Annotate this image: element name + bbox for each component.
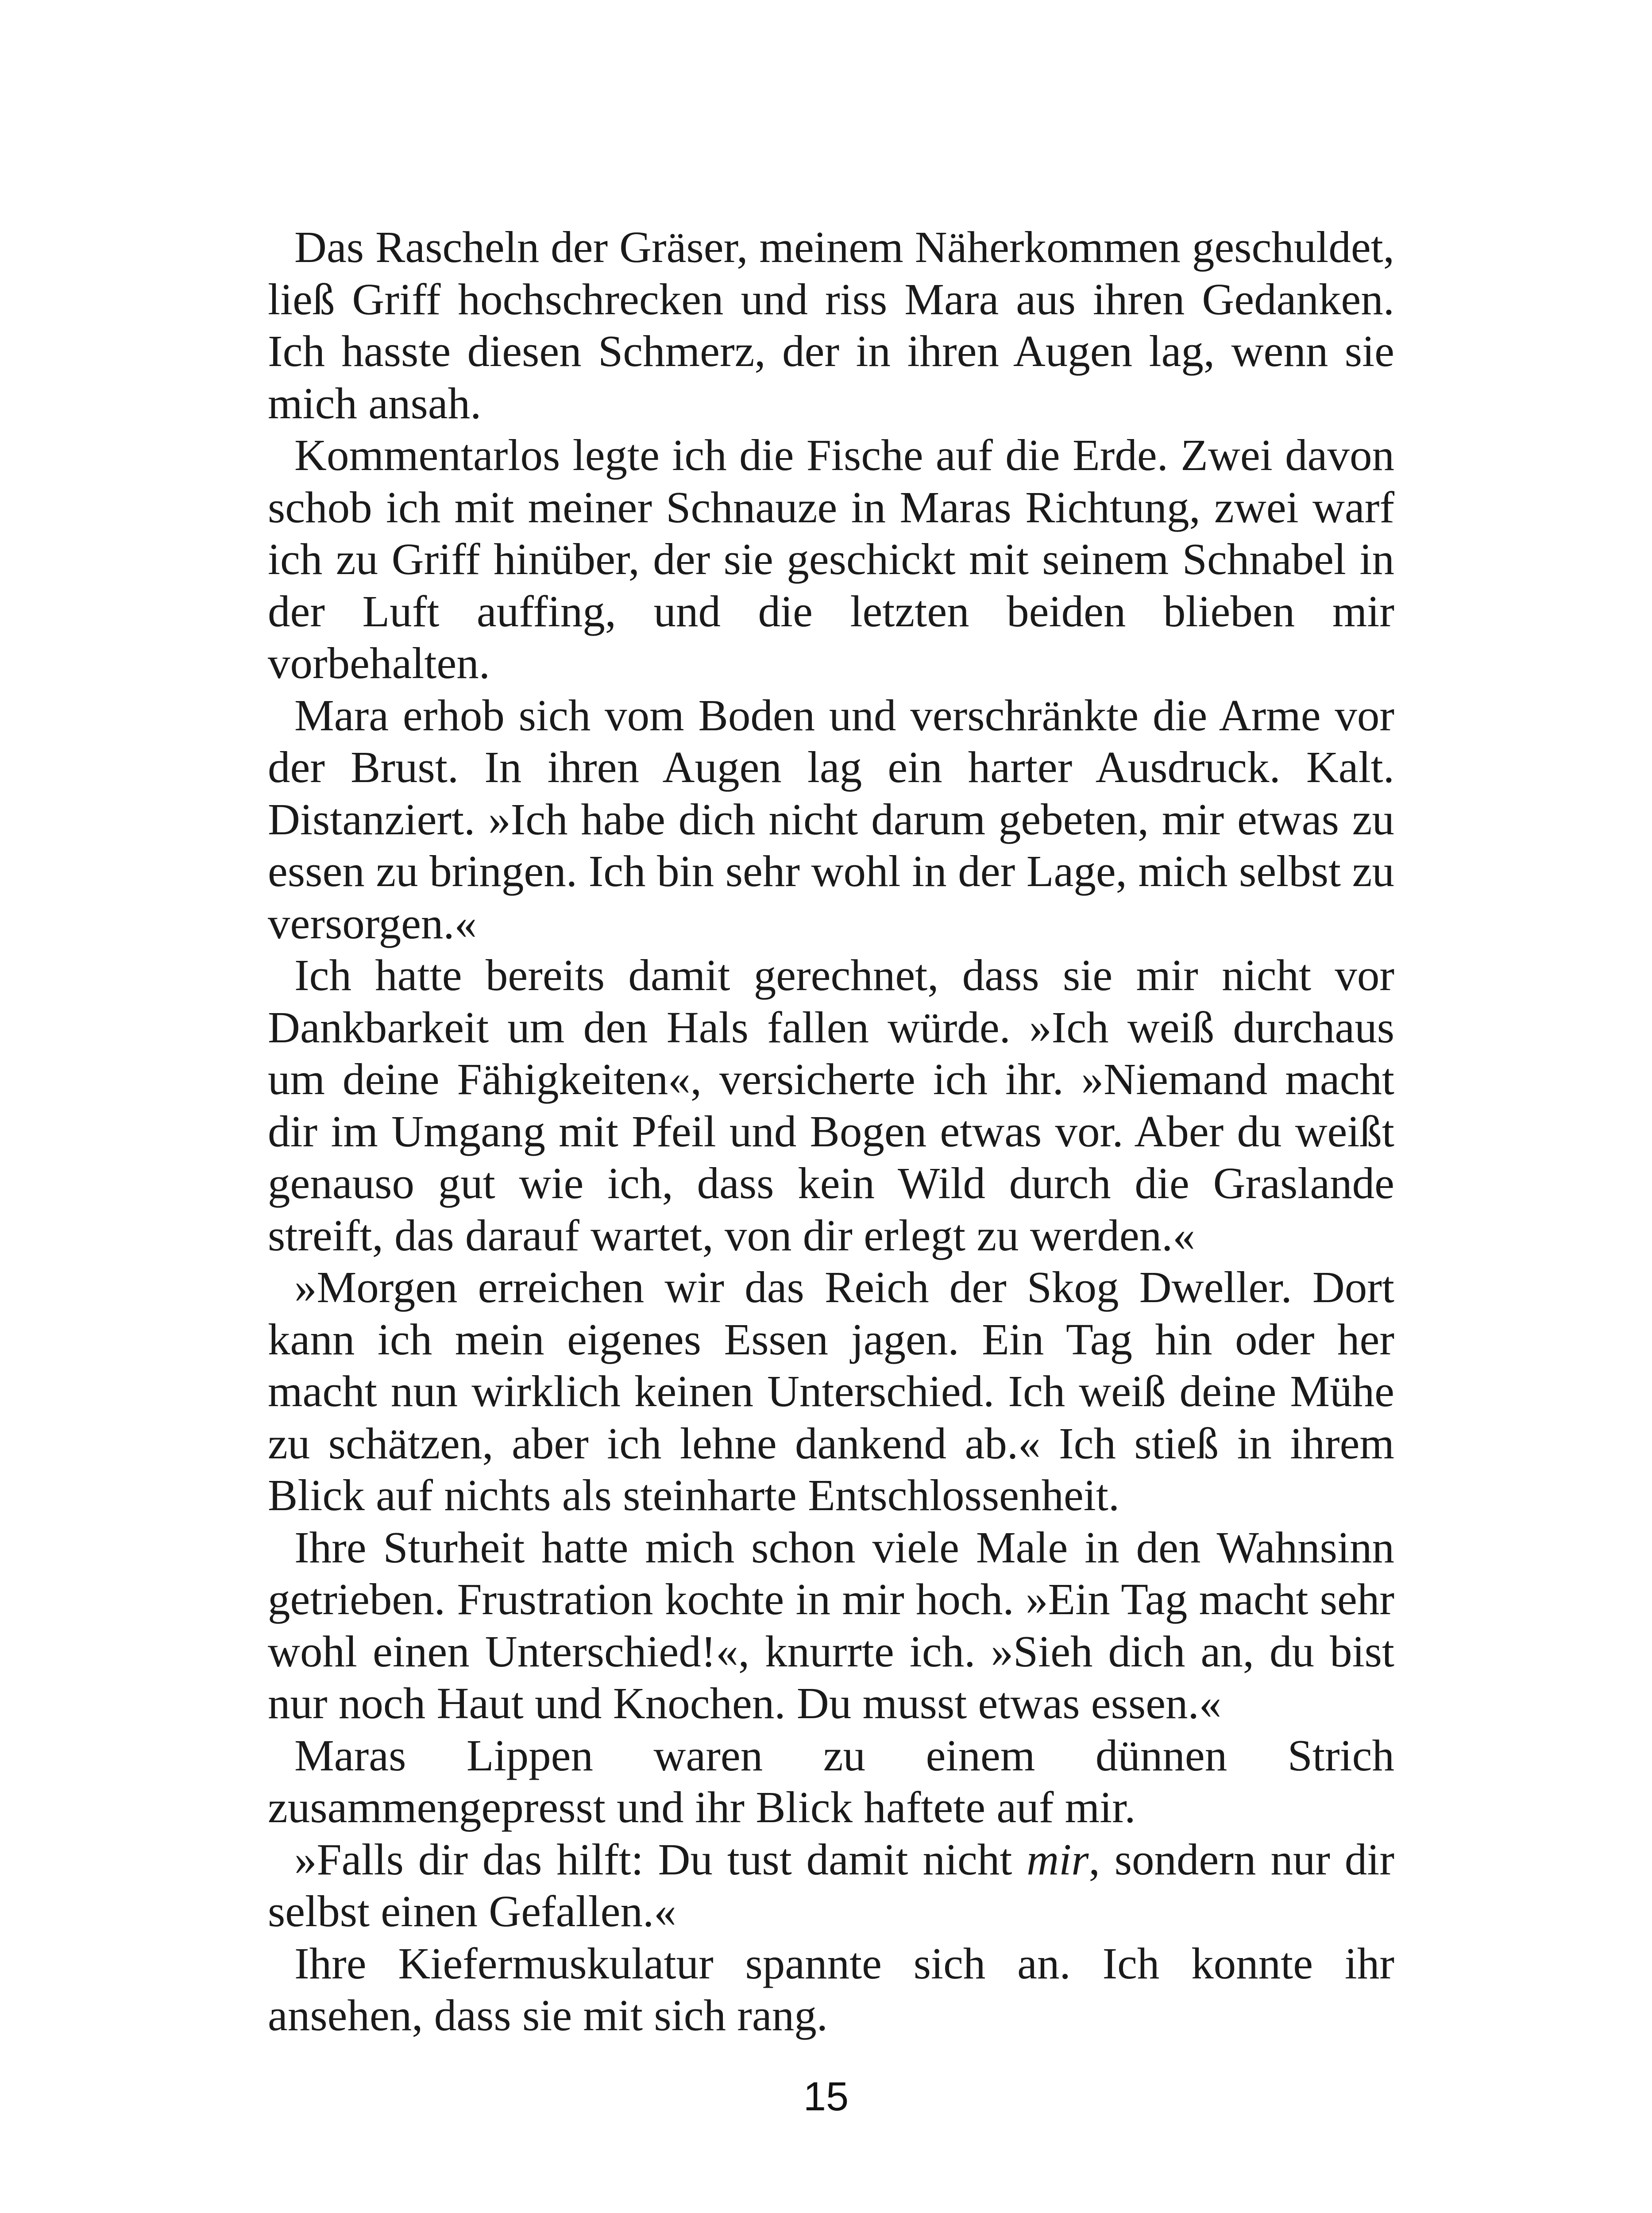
paragraph-9: Ihre Kiefermuskulatur spannte sich an. Ich konnte ihr ansehen, dass sie mit sich rang. [268, 1938, 1394, 2040]
paragraph-2: Kommentarlos legte ich die Fische auf die Erde. Zwei davon schob ich mit meiner Schnauze in Maras Richtung, zwei warf ich zu Griff hinüber, der sie geschickt mit seinem Schnabel in der Luft auffing, und die letzten beiden blieben mir vorbehalten. [268, 430, 1394, 688]
paragraph-8 [268, 1834, 1394, 1938]
paragraph-3: Mara erhob sich vom Boden und verschränkte die Arme vor der Brust. In ihren Augen lag ein harter Ausdruck. Kalt. Distanziert. »Ich habe dich nicht darum gebeten, mir etwas zu essen zu bringen. Ich bin sehr wohl in der Lage, mich selbst zu versorgen.« [268, 690, 1394, 948]
paragraph-6: Ihre Sturheit hatte mich schon viele Male in den Wahnsinn getrieben. Frustration kochte in mir hoch. »Ein Tag macht sehr wohl einen Unterschied!«, knurrte ich. »Sieh dich an, du bist nur noch Haut und Knochen. Du musst etwas essen.« [268, 1522, 1394, 1728]
paragraph-1: Das Rascheln der Gräser, meinem Näherkommen geschuldet, ließ Griff hochschrecken und riss Mara aus ihren Gedanken. Ich hasste diesen Schmerz, der in ihren Augen lag, wenn sie mich ansah. [268, 222, 1394, 428]
paragraph-5: »Morgen erreichen wir das Reich der Skog Dweller. Dort kann ich mein eigenes Essen jagen. Ein Tag hin oder her macht nun wirklich keinen Unterschied. Ich weiß deine Mühe zu schätzen, aber ich lehne dankend ab.« Ich stieß in ihrem Blick auf nichts als steinharte Entschlossenheit. [268, 1262, 1394, 1520]
paragraph-4: Ich hatte bereits damit gerechnet, dass sie mir nicht vor Dankbarkeit um den Hals fallen würde. »Ich weiß durchaus um deine Fähigkeiten«, versicherte ich ihr. »Niemand macht dir im Umgang mit Pfeil und Bogen etwas vor. Aber du weißt genauso gut wie ich, dass kein Wild durch die Graslande streift, das darauf wartet, von dir erlegt zu werden.« [268, 950, 1394, 1260]
paragraph-8-emphasis: mir [1027, 1834, 1089, 1884]
paragraph-8-after: , sondern nur dir selbst einen Gefallen.« [268, 1834, 1394, 1936]
paragraph-8-before: »Falls dir das hilft: Du tust damit nicht [294, 1834, 1027, 1884]
body-text [268, 221, 1394, 2042]
page-number: 15 [803, 2074, 849, 2119]
paragraph-7: Maras Lippen waren zu einem dünnen Strich zusammengepresst und ihr Blick haftete auf mir. [268, 1730, 1394, 1832]
